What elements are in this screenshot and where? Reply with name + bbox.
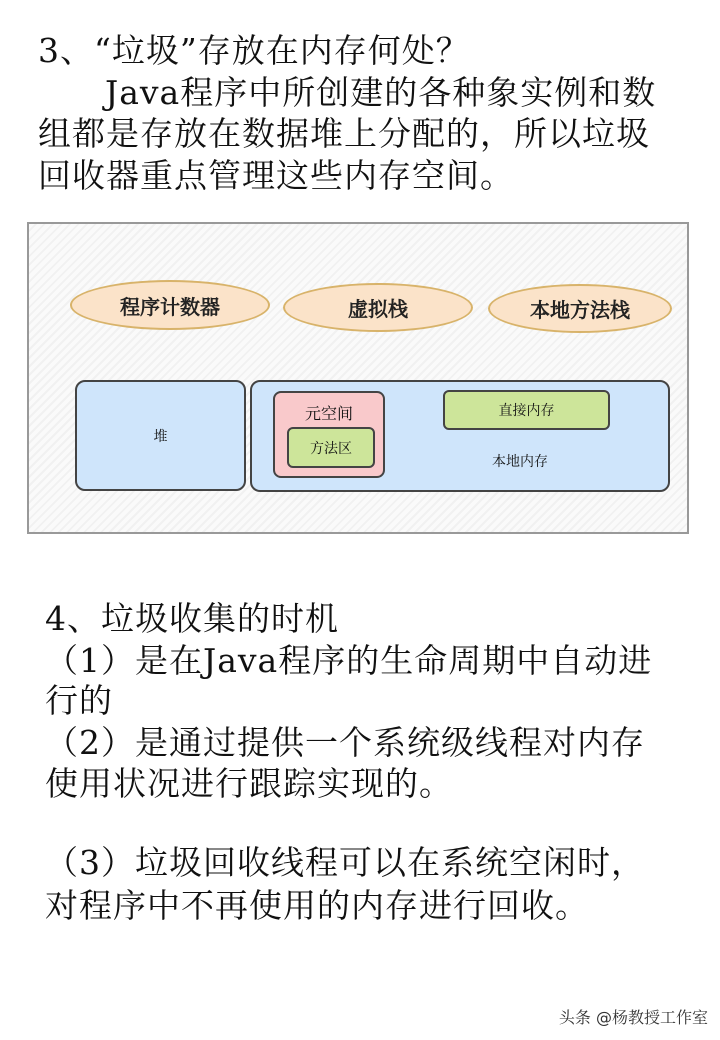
metaspace: 元空间 — [273, 391, 385, 478]
native-memory-label: 本地内存 — [492, 454, 548, 470]
section3-title: 3、“垃圾”存放在内存何处？ — [38, 31, 470, 70]
section4-line: 行的 — [45, 681, 113, 720]
heap: 堆 — [75, 380, 246, 491]
section4-line: （3）垃圾回收线程可以在系统空闲时， — [45, 843, 645, 882]
section4-line: 使用状况进行跟踪实现的。 — [45, 764, 453, 803]
section4-line: （1）是在Java程序的生命周期中自动进 — [45, 641, 653, 680]
section3-line: 回收器重点管理这些内存空间。 — [38, 156, 514, 195]
section4-title: 4、垃圾收集的时机 — [45, 599, 339, 638]
section4-line: 对程序中不再使用的内存进行回收。 — [45, 886, 589, 925]
method-area: 方法区 — [287, 427, 375, 468]
section3-line: Java程序中所创建的各种象实例和数 — [105, 73, 657, 112]
direct-memory: 直接内存 — [443, 390, 610, 430]
section4-line: （2）是通过提供一个系统级线程对内存 — [45, 723, 645, 762]
native-method-stack: 本地方法栈 — [488, 284, 672, 333]
program-counter: 程序计数器 — [70, 280, 270, 330]
section3-line: 组都是存放在数据堆上分配的，所以垃圾 — [38, 114, 650, 153]
watermark: 头条 @杨教授工作室 — [558, 1008, 708, 1027]
vm-stack: 虚拟栈 — [283, 283, 473, 332]
